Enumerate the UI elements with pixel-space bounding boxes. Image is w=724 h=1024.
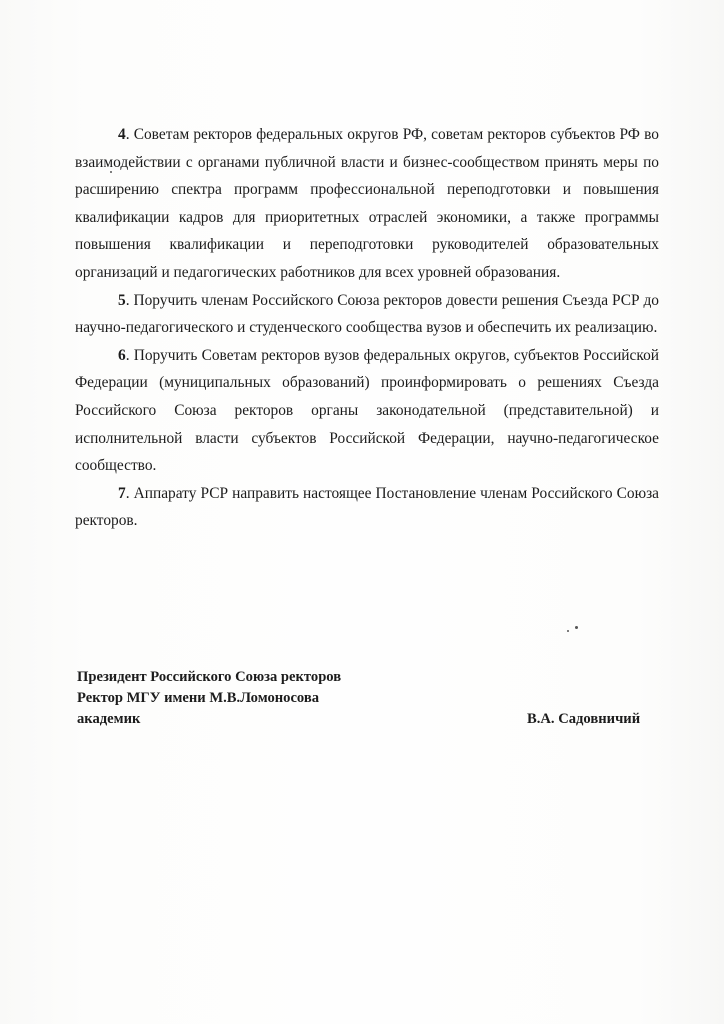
signatory-rank: академик [77,711,141,727]
paragraph-text: . Советам ректоров федеральных округов РФ, советам ректоров субъектов РФ во взаимодействии с органами публичной власти и бизнес-сообществом принять меры по расширению спектра программ профессиональной переподготовки и повышения квалификации кадров для приоритетных отраслей экономики, а также программы повышения квалификации и переподготовки руководителей образовательных организаций и педагогических работников для всех уровней образования. [75,126,659,281]
signatory-position: Президент Российского Союза ректоров [77,669,342,685]
paragraph-text: . Аппарату РСР направить настоящее Постановление членам Российского Союза ректоров. [75,484,659,530]
paragraph-text: . Поручить членам Российского Союза ректоров довести решения Съезда РСР до научно-педагогического и студенческого сообщества вузов и обеспечить их реализацию. [75,291,659,337]
scan-speck [567,630,569,632]
paragraph-7 [75,480,659,535]
scan-speck [110,171,112,173]
signatory-name: В.А. Садовничий [527,711,641,727]
paragraph-5 [75,287,659,342]
paragraph-text: . Поручить Советам ректоров вузов федеральных округов, субъектов Российской Федерации (муниципальных образований) проинформировать о решениях Съезда Российского Союза ректоров органы законодательной (представительной) и исполнительной власти субъектов Российской Федерации, научно-педагогическое сообщество. [75,346,659,475]
paragraph-number: 6 [118,346,126,364]
paragraph-6 [75,342,659,480]
paragraph-4 [75,121,659,287]
signatory-affiliation: Ректор МГУ имени М.В.Ломоносова [77,690,320,706]
paragraph-number: 7 [118,484,126,502]
document-body [75,121,659,535]
paragraph-number: 4 [118,126,126,143]
paragraph-number: 5 [118,291,126,309]
signatory-titles [77,667,341,730]
scan-speck [575,626,578,629]
